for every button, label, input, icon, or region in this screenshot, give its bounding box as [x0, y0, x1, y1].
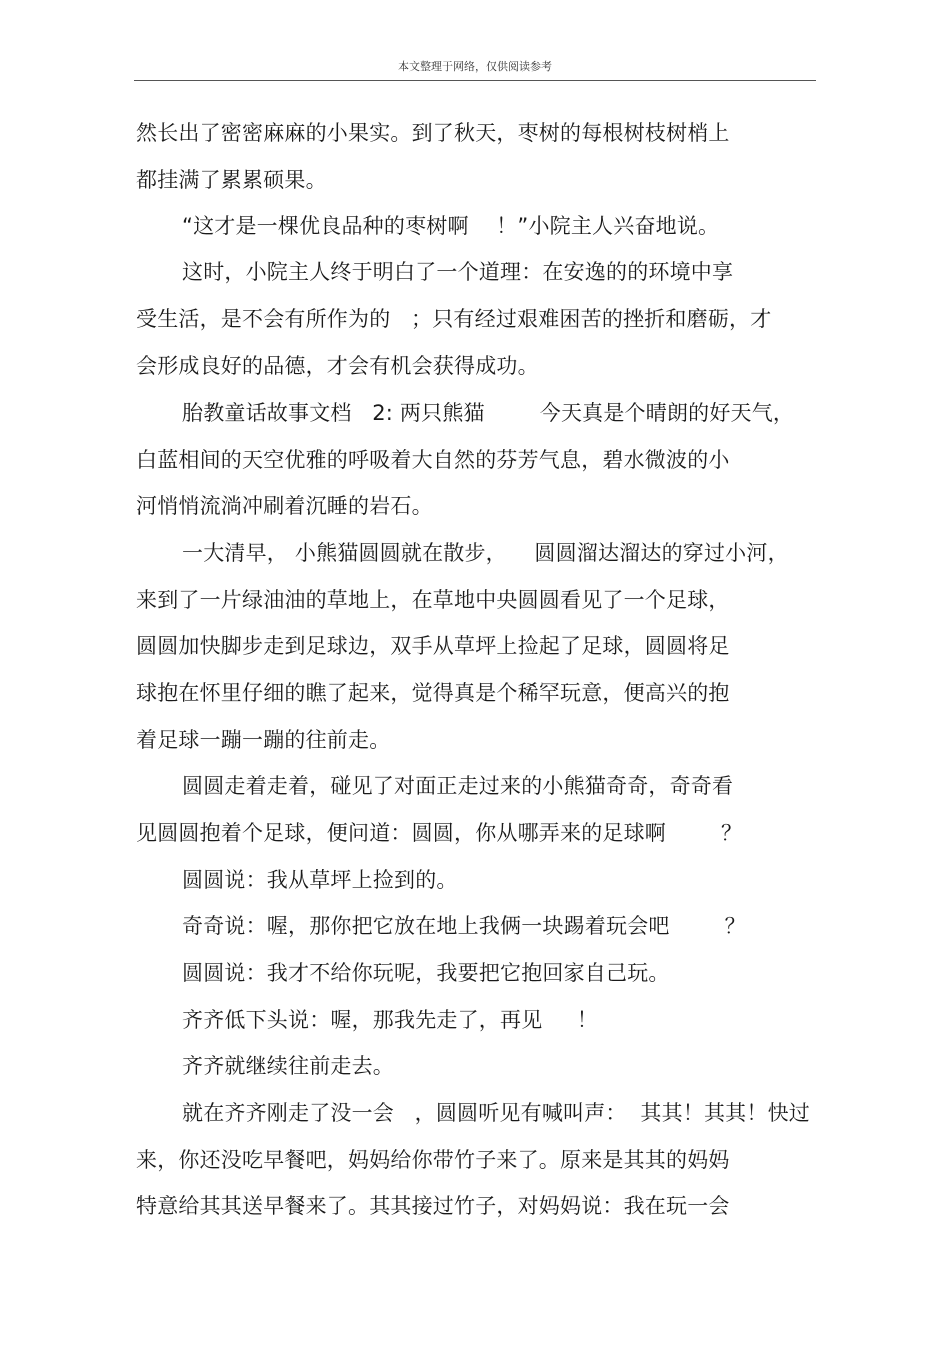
text-line: 这时，小院主人终于明白了一个道理：在安逸的的环境中享 — [182, 260, 734, 284]
text-line: “这才是一棵优良品种的枣树啊 ！”小院主人兴奋地说。 — [182, 214, 720, 238]
text-line: 圆圆说：我从草坪上捡到的。 — [182, 868, 458, 892]
text-line: 受生活，是不会有所作为的 ；只有经过艰难困苦的挫折和磨砺，才 — [136, 307, 772, 331]
text-line: 齐齐就继续往前走去。 — [182, 1054, 394, 1078]
text-line: 球抱在怀里仔细的瞧了起来，觉得真是个稀罕玩意，便高兴的抱 — [136, 681, 730, 705]
header-divider — [134, 80, 816, 81]
text-line: 河悄悄流淌冲刷着沉睡的岩石。 — [136, 494, 433, 518]
text-line: 然长出了密密麻麻的小果实。到了秋天，枣树的每根树枝树梢上 — [136, 121, 730, 145]
text-line: 就在齐齐刚走了没一会 ，圆圆听见有喊叫声： 其其！其其！快过 — [182, 1101, 810, 1125]
text-line: 见圆圆抱着个足球，便问道：圆圆，你从哪弄来的足球啊 ？ — [136, 821, 743, 845]
text-line: 奇奇说：喔，那你把它放在地上我俩一块踢着玩会吧 ？ — [182, 914, 746, 938]
text-line: 会形成良好的品德，才会有机会获得成功。 — [136, 354, 539, 378]
text-line: 圆圆加快脚步走到足球边，双手从草坪上捡起了足球，圆圆将足 — [136, 634, 730, 658]
page-header: 本文整理于网络，仅供阅读参考 — [398, 60, 552, 73]
text-line: 来到了一片绿油油的草地上，在草地中央圆圆看见了一个足球， — [136, 588, 730, 612]
text-line: 圆圆说：我才不给你玩呢，我要把它抱回家自己玩。 — [182, 961, 670, 985]
text-line: 一大清早， 小熊猫圆圆就在散步， 圆圆溜达溜达的穿过小河， — [182, 541, 789, 565]
text-line: 着足球一蹦一蹦的往前走。 — [136, 728, 391, 752]
text-line: 特意给其其送早餐来了。其其接过竹子，对妈妈说：我在玩一会 — [136, 1194, 730, 1218]
text-line: 来，你还没吃早餐吧，妈妈给你带竹子来了。原来是其其的妈妈 — [136, 1148, 730, 1172]
text-line: 胎教童话故事文档 2: 两只熊猫 今天真是个晴朗的好天气， — [182, 401, 795, 425]
text-line: 圆圆走着走着，碰见了对面正走过来的小熊猫奇奇，奇奇看 — [182, 774, 734, 798]
text-line: 齐齐低下头说：喔，那我先走了，再见 ！ — [182, 1008, 598, 1032]
text-line: 都挂满了累累硕果。 — [136, 168, 327, 192]
text-line: 白蓝相间的天空优雅的呼吸着大自然的芬芳气息，碧水微波的小 — [136, 448, 730, 472]
